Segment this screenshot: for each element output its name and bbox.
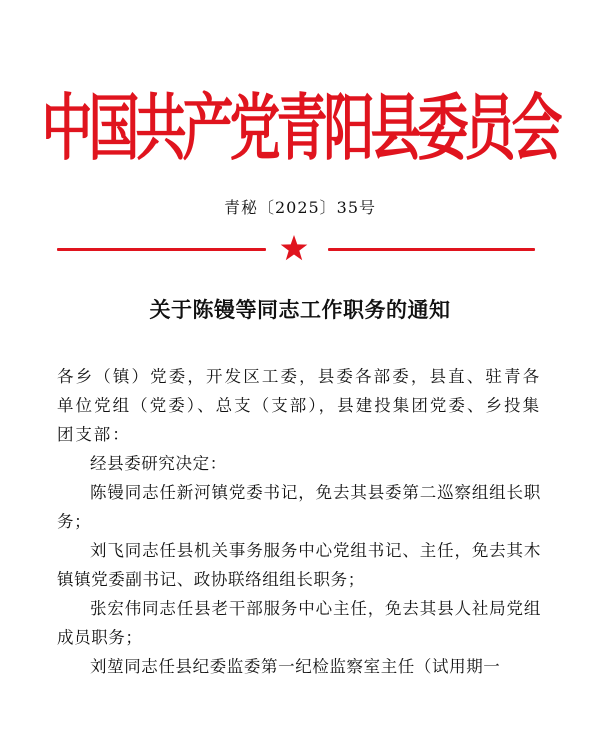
org-header: 中国共产党青阳县委员会: [41, 86, 559, 172]
body-paragraph: 刘堃同志任县纪委监委第一纪检监察室主任（试用期一: [90, 657, 501, 676]
body-paragraph: 刘飞同志任县机关事务服务中心党组书记、主任，免去其木镇镇党委副书记、政协联络组组长职务；: [57, 541, 541, 589]
addressee: 各乡（镇）党委，开发区工委，县委各部委，县直、驻青各单位党组（党委）、总支（支部），县建投集团党委、乡投集团支部：: [57, 367, 541, 444]
star-icon: [280, 234, 308, 262]
document-number: 青秘〔2025〕35号: [223, 198, 377, 217]
body-paragraph: 陈镘同志任新河镇党委书记，免去其县委第二巡察组组长职务；: [57, 483, 541, 531]
red-divider-right: [328, 248, 535, 251]
body-paragraph: 经县委研究决定：: [90, 454, 227, 473]
body-paragraph: 张宏伟同志任县老干部服务中心主任，免去其县人社局党组成员职务；: [57, 599, 541, 647]
red-divider-left: [57, 248, 266, 251]
document-body: [57, 362, 541, 681]
document-title: 关于陈镘等同志工作职务的通知: [149, 297, 451, 322]
